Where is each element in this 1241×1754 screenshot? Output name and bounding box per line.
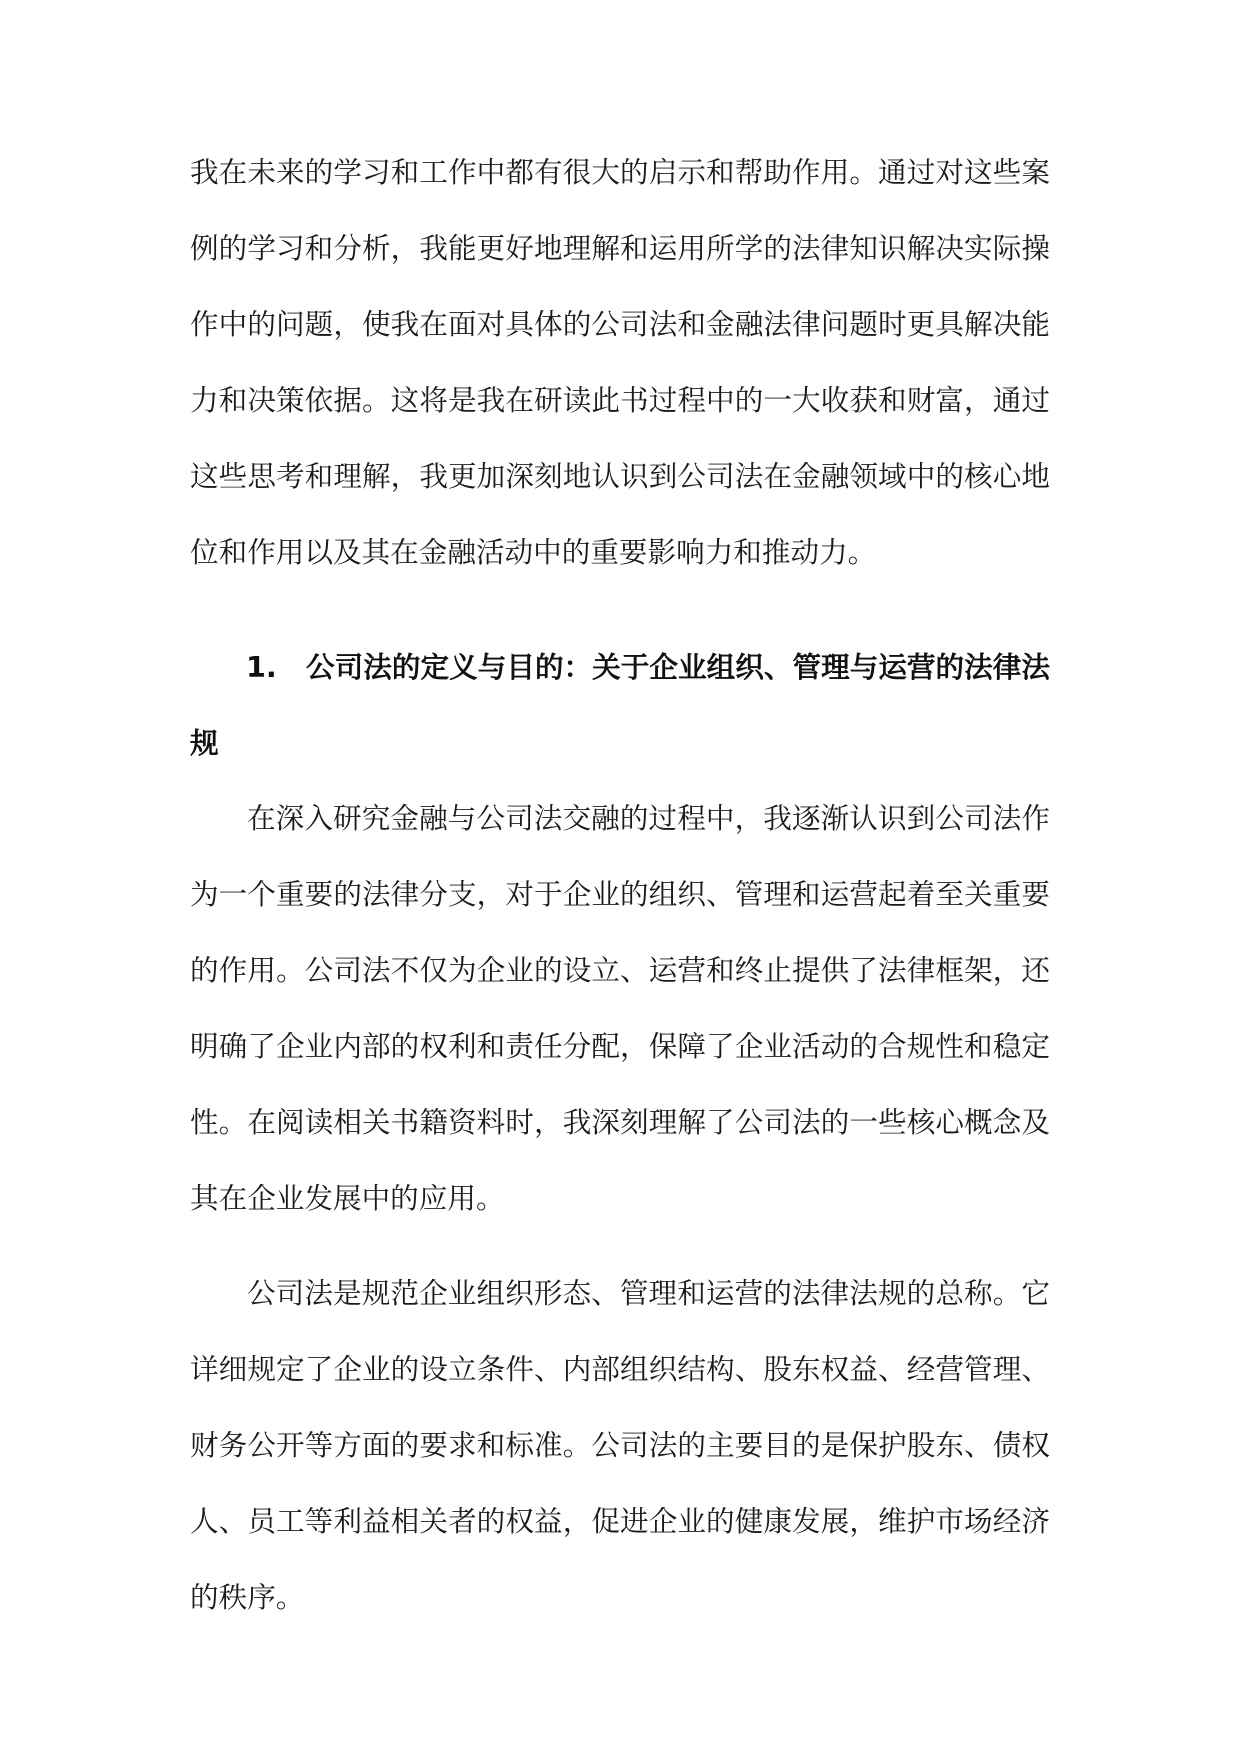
heading-text: 公司法的定义与目的：关于企业组织、管理与运营的法律法规 bbox=[190, 650, 1050, 760]
section-heading bbox=[190, 629, 1050, 781]
heading-number: 1. bbox=[246, 650, 277, 684]
body-paragraph: 公司法是规范企业组织形态、管理和运营的法律法规的总称。它详细规定了企业的设立条件、内部组织结构、股东权益、经营管理、财务公开等方面的要求和标准。公司法的主要目的是保护股东、债权人、员工等利益相关者的权益，促进企业的健康发展，维护市场经济的秩序。 bbox=[190, 1276, 1050, 1614]
body-paragraph: 我在未来的学习和工作中都有很大的启示和帮助作用。通过对这些案例的学习和分析，我能更好地理解和运用所学的法律知识解决实际操作中的问题，使我在面对具体的公司法和金融法律问题时更具解决能力和决策依据。这将是我在研读此书过程中的一大收获和财富，通过这些思考和理解，我更加深刻地认识到公司法在金融领域中的核心地位和作用以及其在金融活动中的重要影响力和推动力。 bbox=[190, 155, 1050, 569]
body-paragraph: 在深入研究金融与公司法交融的过程中，我逐渐认识到公司法作为一个重要的法律分支，对于企业的组织、管理和运营起着至关重要的作用。公司法不仅为企业的设立、运营和终止提供了法律框架，还明确了企业内部的权利和责任分配，保障了企业活动的合规性和稳定性。在阅读相关书籍资料时，我深刻理解了公司法的一些核心概念及其在企业发展中的应用。 bbox=[190, 801, 1050, 1215]
